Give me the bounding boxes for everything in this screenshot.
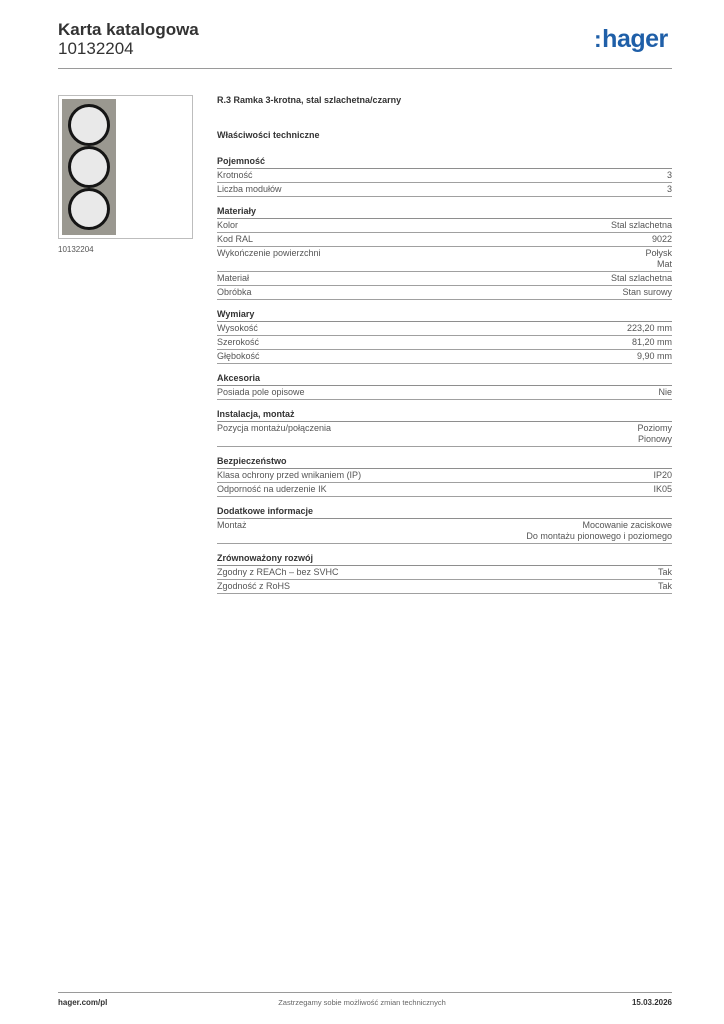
section-heading: Instalacja, montaż xyxy=(217,409,672,422)
spec-label: Montaż xyxy=(217,520,247,530)
spec-value xyxy=(632,337,672,348)
spec-section xyxy=(217,553,672,594)
spec-label: Kod RAL xyxy=(217,234,254,244)
spec-label: Posiada pole opisowe xyxy=(217,387,305,397)
spec-label: Wykończenie powierzchni xyxy=(217,248,321,258)
spec-value-line: Mocowanie zaciskowe xyxy=(582,520,672,530)
spec-value-line: 81,20 mm xyxy=(631,337,672,347)
spec-value-line: Do montażu pionowego i poziomego xyxy=(526,531,672,541)
product-title: R.3 Ramka 3-krotna, stal szlachetna/czarny xyxy=(217,95,402,105)
spec-row xyxy=(217,183,672,197)
section-heading: Dodatkowe informacje xyxy=(217,506,672,519)
spec-section xyxy=(217,206,672,300)
spec-label: Materiał xyxy=(217,273,250,283)
document-number: 10132204 xyxy=(58,39,134,58)
footer-website: hager.com/pl xyxy=(58,998,108,1007)
spec-value-line: Stan surowy xyxy=(622,287,672,297)
spec-label: Liczba modułów xyxy=(217,184,282,194)
logo-text: hager xyxy=(602,25,668,53)
spec-section xyxy=(217,309,672,364)
spec-row xyxy=(217,233,672,247)
header-divider xyxy=(58,68,672,69)
frame-opening xyxy=(68,104,110,146)
spec-section xyxy=(217,156,672,197)
spec-row xyxy=(217,322,672,336)
spec-row xyxy=(217,219,672,233)
spec-label: Głębokość xyxy=(217,351,260,361)
section-heading: Akcesoria xyxy=(217,373,672,386)
spec-value-line: 3 xyxy=(666,170,672,180)
spec-value-line: Tak xyxy=(657,567,672,577)
spec-value-line: Nie xyxy=(658,387,672,397)
spec-value xyxy=(645,248,672,270)
spec-value xyxy=(622,287,672,298)
spec-value xyxy=(667,170,672,181)
spec-label: Wysokość xyxy=(217,323,258,333)
spec-label: Klasa ochrony przed wnikaniem (IP) xyxy=(217,470,362,480)
spec-label: Zgodność z RoHS xyxy=(217,581,291,591)
spec-value-line: Mat xyxy=(656,259,672,269)
spec-section xyxy=(217,456,672,497)
spec-value xyxy=(658,581,672,592)
spec-label: Krotność xyxy=(217,170,253,180)
spec-value xyxy=(637,423,672,445)
section-heading: Zrównoważony rozwój xyxy=(217,553,672,566)
image-caption: 10132204 xyxy=(58,245,94,254)
spec-row xyxy=(217,386,672,400)
spec-row xyxy=(217,272,672,286)
spec-row xyxy=(217,469,672,483)
spec-value xyxy=(653,470,672,481)
spec-row xyxy=(217,566,672,580)
footer-disclaimer: Zastrzegamy sobie możliwość zmian technicznych xyxy=(278,998,446,1007)
spec-row xyxy=(217,519,672,544)
footer-date: 15.03.2026 xyxy=(631,998,672,1007)
spec-label: Kolor xyxy=(217,220,239,230)
spec-label: Pozycja montażu/połączenia xyxy=(217,423,332,433)
spec-label: Zgodny z REACh – bez SVHC xyxy=(217,567,339,577)
spec-row xyxy=(217,350,672,364)
spec-row xyxy=(217,286,672,300)
spec-value-line: 223,20 mm xyxy=(626,323,672,333)
spec-value xyxy=(611,273,672,284)
spec-value xyxy=(526,520,672,542)
spec-value-line: 9022 xyxy=(651,234,672,244)
spec-section xyxy=(217,506,672,544)
spec-section xyxy=(217,409,672,447)
spec-value-line: Pionowy xyxy=(637,434,672,444)
spec-row xyxy=(217,422,672,447)
spec-content xyxy=(217,95,672,603)
spec-value-line: Stal szlachetna xyxy=(610,220,672,230)
spec-value-line: Połysk xyxy=(645,248,672,258)
product-image xyxy=(58,95,193,239)
spec-value-line: 9,90 mm xyxy=(636,351,672,361)
tech-properties-heading: Właściwości techniczne xyxy=(217,130,320,140)
spec-row xyxy=(217,483,672,497)
spec-section xyxy=(217,373,672,400)
spec-row xyxy=(217,247,672,272)
spec-value xyxy=(652,234,672,245)
spec-value xyxy=(637,351,672,362)
spec-value xyxy=(667,184,672,195)
spec-row xyxy=(217,580,672,594)
frame-opening xyxy=(68,146,110,188)
spec-value xyxy=(627,323,672,334)
section-heading: Bezpieczeństwo xyxy=(217,456,672,469)
spec-value xyxy=(611,220,672,231)
section-heading: Wymiary xyxy=(217,309,672,322)
frame-opening xyxy=(68,188,110,230)
section-heading: Pojemność xyxy=(217,156,672,169)
spec-row xyxy=(217,336,672,350)
section-heading: Materiały xyxy=(217,206,672,219)
spec-value xyxy=(658,387,672,398)
spec-value-line: 3 xyxy=(666,184,672,194)
frame-plate xyxy=(62,99,116,235)
spec-sections xyxy=(217,156,672,594)
spec-value-line: Poziomy xyxy=(637,423,672,433)
spec-value xyxy=(658,567,672,578)
hager-logo: :hager xyxy=(594,25,668,53)
footer-divider xyxy=(58,992,672,993)
spec-value xyxy=(653,484,672,495)
spec-value-line: IP20 xyxy=(653,470,672,480)
spec-row xyxy=(217,169,672,183)
spec-value-line: Stal szlachetna xyxy=(610,273,672,283)
spec-label: Odporność na uderzenie IK xyxy=(217,484,327,494)
spec-label: Szerokość xyxy=(217,337,260,347)
spec-value-line: IK05 xyxy=(653,484,672,494)
spec-label: Obróbka xyxy=(217,287,252,297)
document-title: Karta katalogowa xyxy=(58,20,199,39)
spec-value-line: Tak xyxy=(657,581,672,591)
